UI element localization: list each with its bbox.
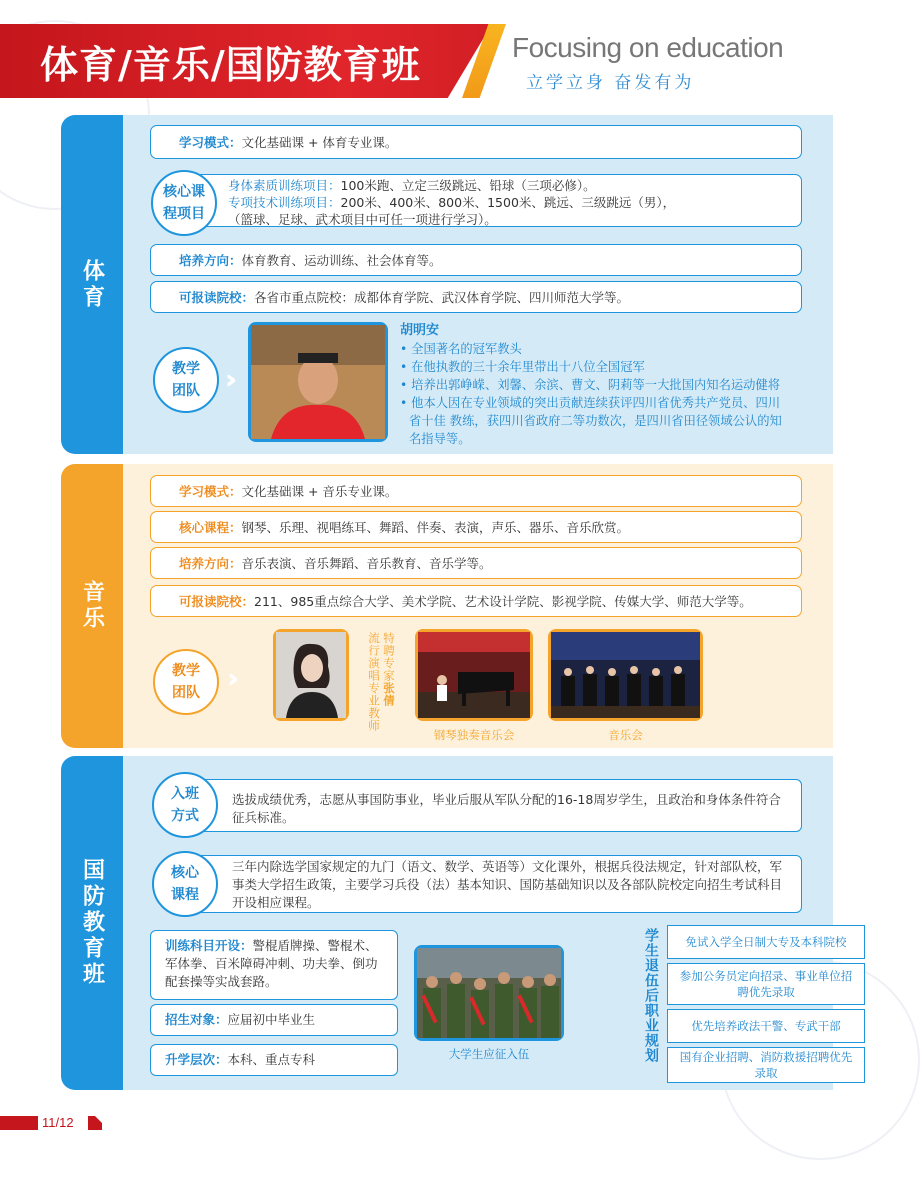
defense-target: 招生对象：应届初中毕业生: [150, 1004, 398, 1036]
section-tab-defense: 国防教育班: [61, 756, 123, 1090]
section-music: [61, 464, 833, 748]
teacher-name: 张倩: [382, 682, 396, 707]
career-plan-item: 国有企业招聘、消防救援招聘优先录取: [667, 1047, 865, 1083]
piano-concert-photo: [415, 629, 533, 721]
section-tab-music: 音乐: [61, 464, 123, 748]
career-plan-item: 参加公务员定向招录、事业单位招聘优先录取: [667, 963, 865, 1005]
section-sports: [61, 115, 833, 454]
section-body-music: [123, 464, 833, 748]
sports-team-circle: 教学 团队: [153, 347, 219, 413]
teacher-title-col1: 流行演唱专业教师: [367, 632, 381, 732]
section-body-sports: [123, 115, 833, 454]
caption-piano-concert: 钢琴独奏音乐会: [433, 728, 515, 742]
coach-name: 胡明安: [400, 323, 440, 338]
chevron-right-icon: ›››: [227, 664, 230, 694]
page-title: 体育/音乐/国防教育班: [40, 43, 421, 87]
defense-enroll-circle: 入班 方式: [152, 772, 218, 838]
music-team-circle: 教学 团队: [153, 649, 219, 715]
sports-schools: 可报读院校： 各省市重点院校：成都体育学院、武汉体育学院、四川师范大学等。: [150, 281, 802, 313]
header-slogan: 立学立身 奋发有为: [526, 73, 695, 93]
sports-core-courses: 身体素质训练项目：100米跑、立定三级跳远、铅球（三项必修）。 专项技术训练项目：200米、400米、800米、1500米、跳远、三级跳远（男）， （篮球、足球、武术项目中可任一项进行学习）。: [183, 174, 802, 227]
defense-enroll: 选拔成绩优秀，志愿从事国防事业，毕业后服从军队分配的16-18周岁学生，且政治和身体条件符合征兵标准。: [181, 779, 802, 832]
section-body-defense: [123, 756, 853, 1090]
enlistment-photo: [414, 945, 564, 1041]
section-defense: [61, 756, 853, 1090]
career-plan-item: 免试入学全日制大专及本科院校: [667, 925, 865, 959]
footer-tip: [88, 1116, 102, 1130]
coach-photo: [248, 322, 388, 442]
caption-concert: 音乐会: [608, 728, 643, 742]
defense-training: 训练科目开设：警棍盾牌操、警棍术、军体拳、百米障碍冲刺、功夫拳、倒功配套操等实战套路。: [150, 930, 398, 1000]
section-tab-sports: 体育: [61, 115, 123, 454]
sports-study-mode: 学习模式： 文化基础课 + 体育专业课。: [150, 125, 802, 159]
music-direction: 培养方向： 音乐表演、音乐舞蹈、音乐教育、音乐学等。: [150, 547, 802, 579]
defense-course-circle: 核心 课程: [152, 851, 218, 917]
coach-bio: 胡明安 • 全国著名的冠军教头 • 在他执教的三十余年里带出十八位全国冠军 • 培养出郭峥嵘、刘馨、余滨、曹文、阴莉等一大批国内知名运动健将 • 他本人因在专业领域的突出贡献连续获评四川省优秀共产党员、四川 省十佳 教练，获四川省政府二等功数次，是四川省田径领域公认的知 名指导等。: [400, 322, 840, 448]
page-number: 11/12: [42, 1115, 74, 1130]
sports-direction: 培养方向： 体育教育、运动训练、社会体育等。: [150, 244, 802, 276]
music-study-mode: 学习模式： 文化基础课 + 音乐专业课。: [150, 475, 802, 507]
caption-enlistment: 大学生应征入伍: [448, 1047, 530, 1061]
career-plan-item: 优先培养政法干警、专武干部: [667, 1009, 865, 1043]
sports-core-circle: 核心课 程项目: [151, 170, 217, 236]
teacher-title-col2: 特聘专家张倩: [382, 632, 396, 707]
chevron-right-icon: ›››: [225, 365, 228, 395]
defense-courses: 三年内除选学国家规定的九门（语文、数学、英语等）文化课外，根据兵役法规定，针对部队校，军事类大学招生政策，主要学习兵役（法）基本知识、国防基础知识以及各部队院校定向招生考试科目开设相应课程。: [181, 855, 802, 913]
header-english-tagline: Focusing on education: [512, 32, 784, 63]
footer-bar: [0, 1116, 38, 1130]
music-core-courses: 核心课程： 钢琴、乐理、视唱练耳、舞蹈、伴奏、表演，声乐、器乐、音乐欣赏。: [150, 511, 802, 543]
music-schools: 可报读院校： 211、985重点综合大学、美术学院、艺术设计学院、影视学院、传媒大学、师范大学等。: [150, 585, 802, 617]
teacher-photo: [273, 629, 349, 721]
concert-photo: [548, 629, 703, 721]
defense-level: 升学层次：本科、重点专科: [150, 1044, 398, 1076]
career-plan-title: 学生退伍后职业规划: [643, 928, 659, 1063]
